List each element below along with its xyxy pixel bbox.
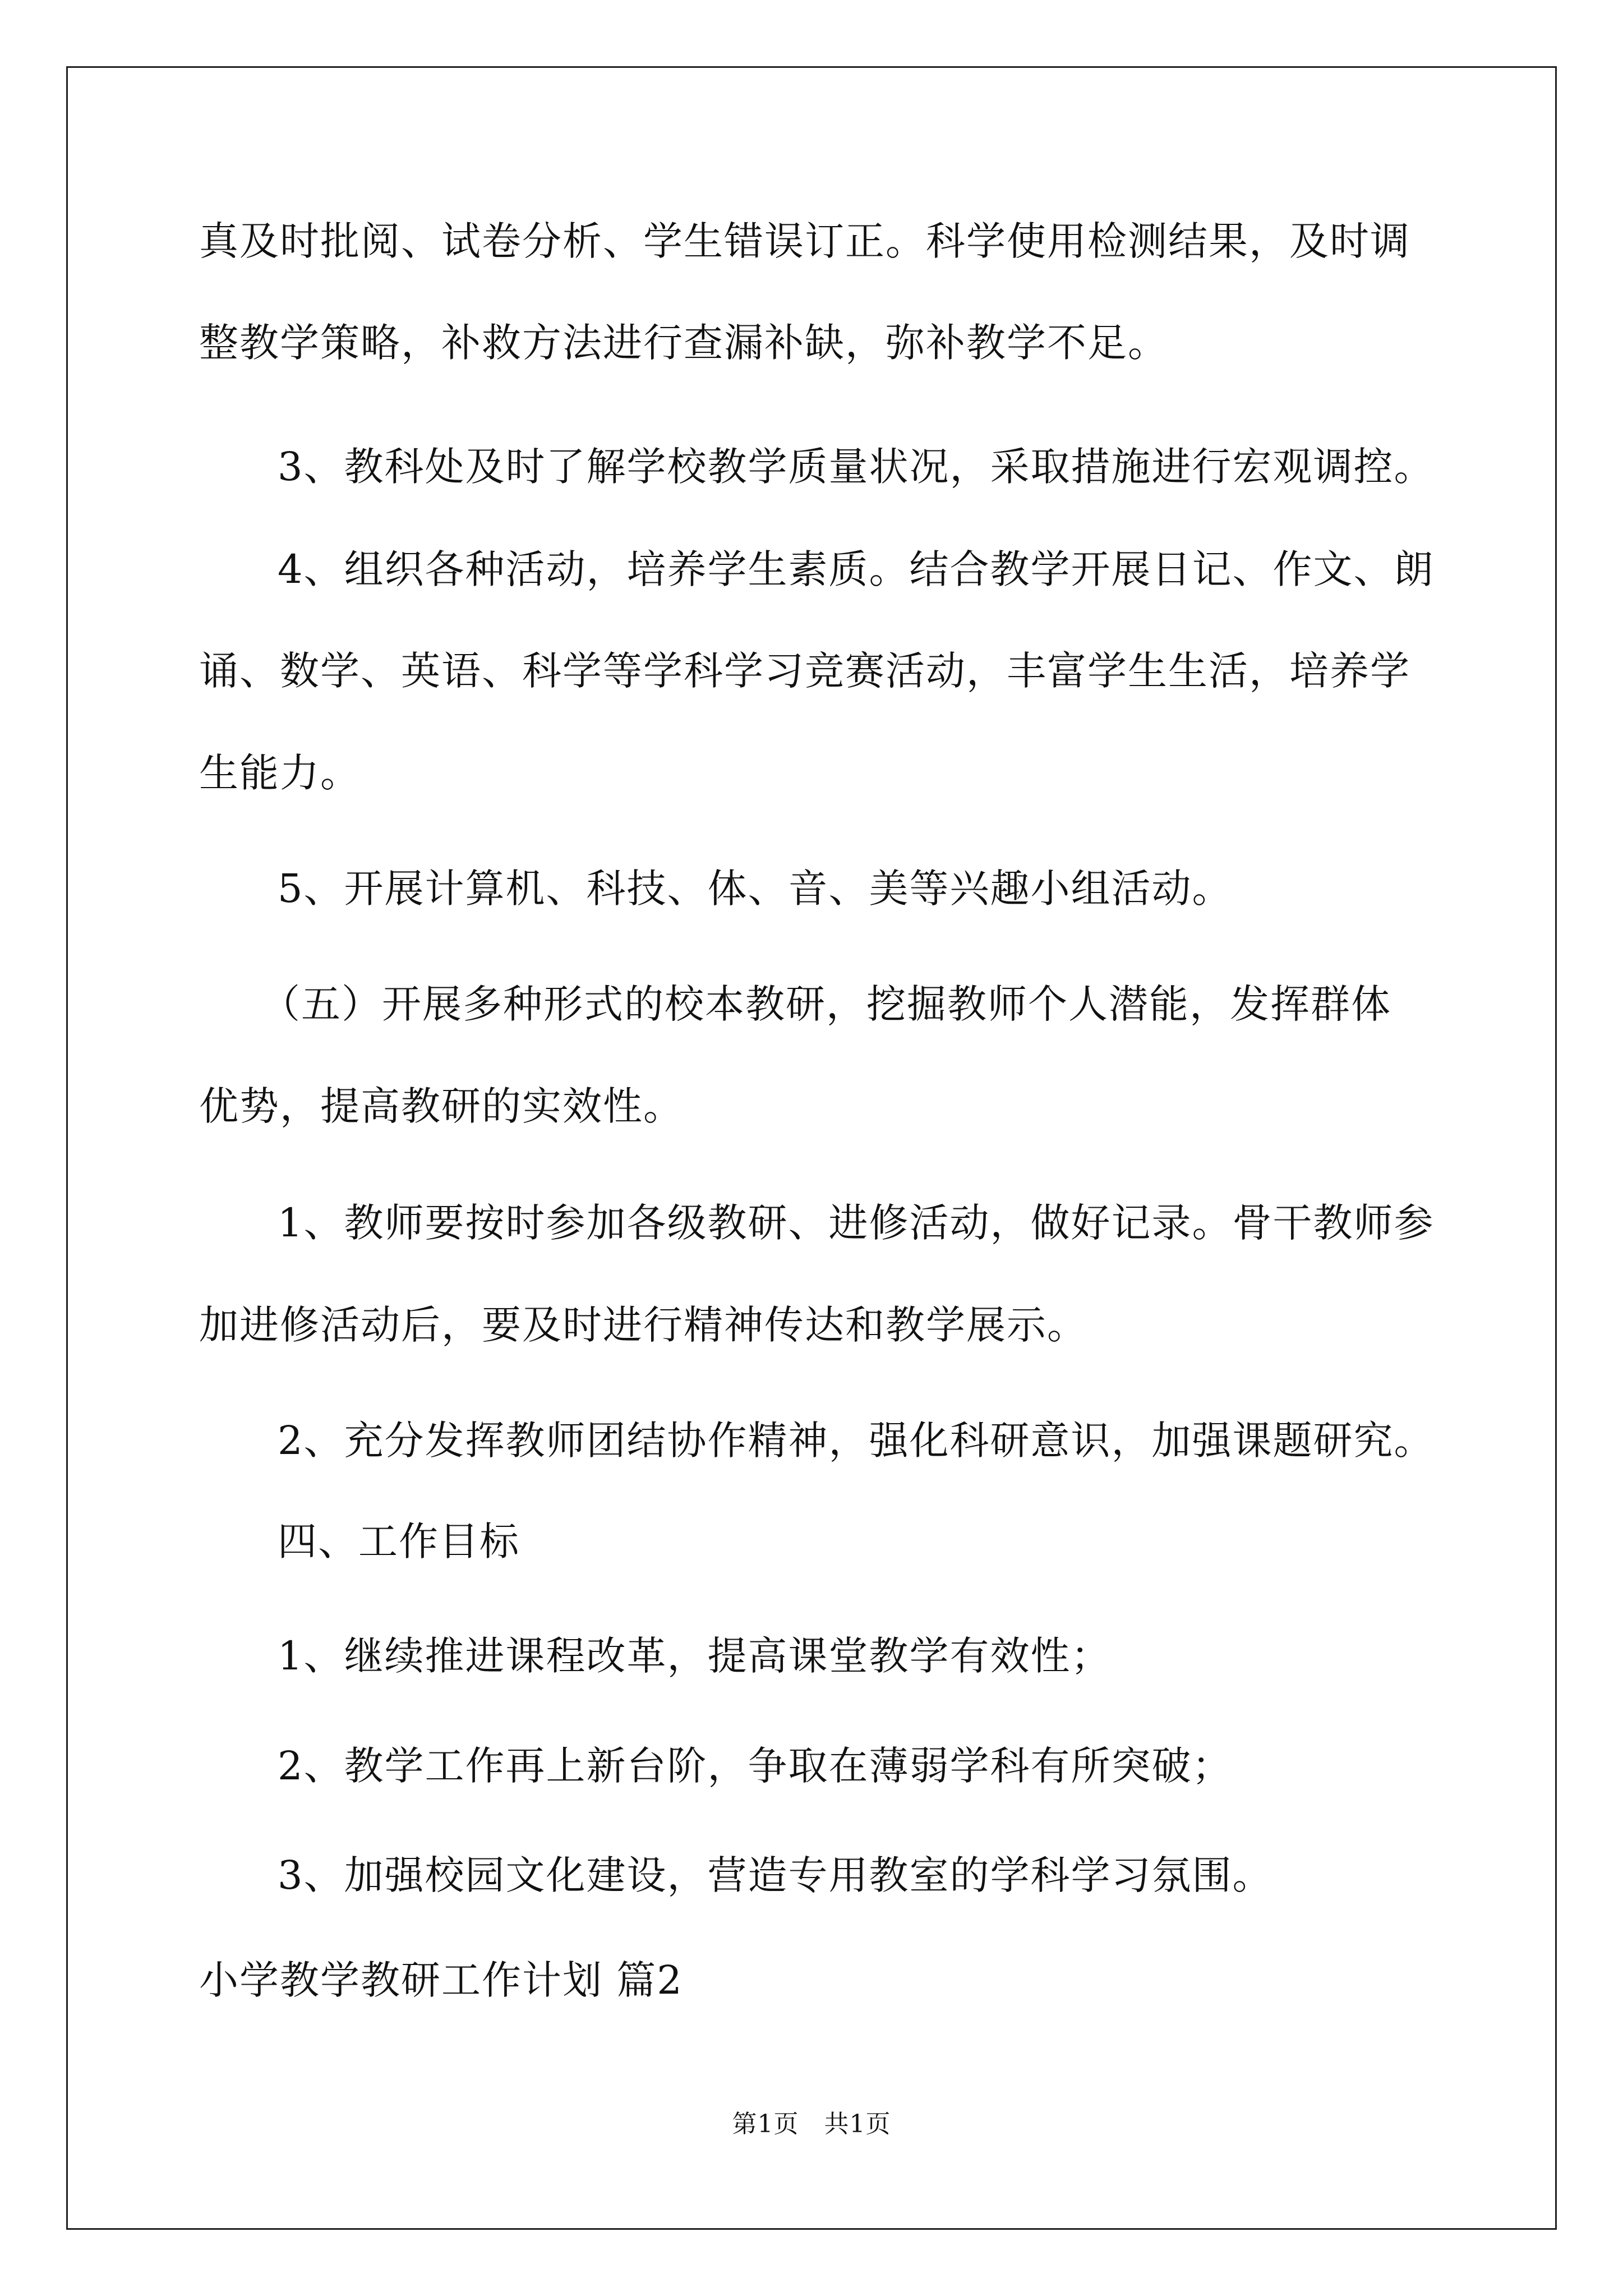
text-line: 3、加强校园文化建设，营造专用教室的学科学习氛围。 [278,1852,1273,1898]
text-line: 1、教师要按时参加各级教研、进修活动，做好记录。骨干教师参 [278,1200,1435,1246]
text-line: 3、教科处及时了解学校教学质量状况，采取措施进行宏观调控。 [278,444,1435,490]
text-line: 真及时批阅、试卷分析、学生错误订正。科学使用检测结果，及时调 [199,218,1410,264]
section-heading: 四、工作目标 [278,1519,520,1565]
text-line: 整教学策略，补救方法进行查漏补缺，弥补教学不足。 [199,320,1168,366]
text-line: 生能力。 [199,750,361,796]
page-number: 第1页 共1页 [732,2110,891,2138]
document-title: 小学教学教研工作计划 篇2 [199,1957,683,2003]
text-line: 加进修活动后，要及时进行精神传达和教学展示。 [199,1302,1087,1348]
page-border [66,66,1557,2230]
text-line: （五）开展多种形式的校本教研，挖掘教师个人潜能，发挥群体 [261,981,1391,1027]
text-line: 优势，提高教研的实效性。 [199,1083,684,1129]
text-line: 2、教学工作再上新台阶，争取在薄弱学科有所突破； [278,1743,1233,1789]
text-line: 4、组织各种活动，培养学生素质。结合教学开展日记、作文、朗 [278,546,1435,592]
text-line: 5、开展计算机、科技、体、音、美等兴趣小组活动。 [278,866,1233,912]
text-line: 诵、数学、英语、科学等学科学习竞赛活动，丰富学生生活，培养学 [199,648,1410,694]
text-line: 1、继续推进课程改革，提高课堂教学有效性； [278,1633,1112,1679]
text-line: 2、充分发挥教师团结协作精神，强化科研意识，加强课题研究。 [278,1418,1435,1464]
